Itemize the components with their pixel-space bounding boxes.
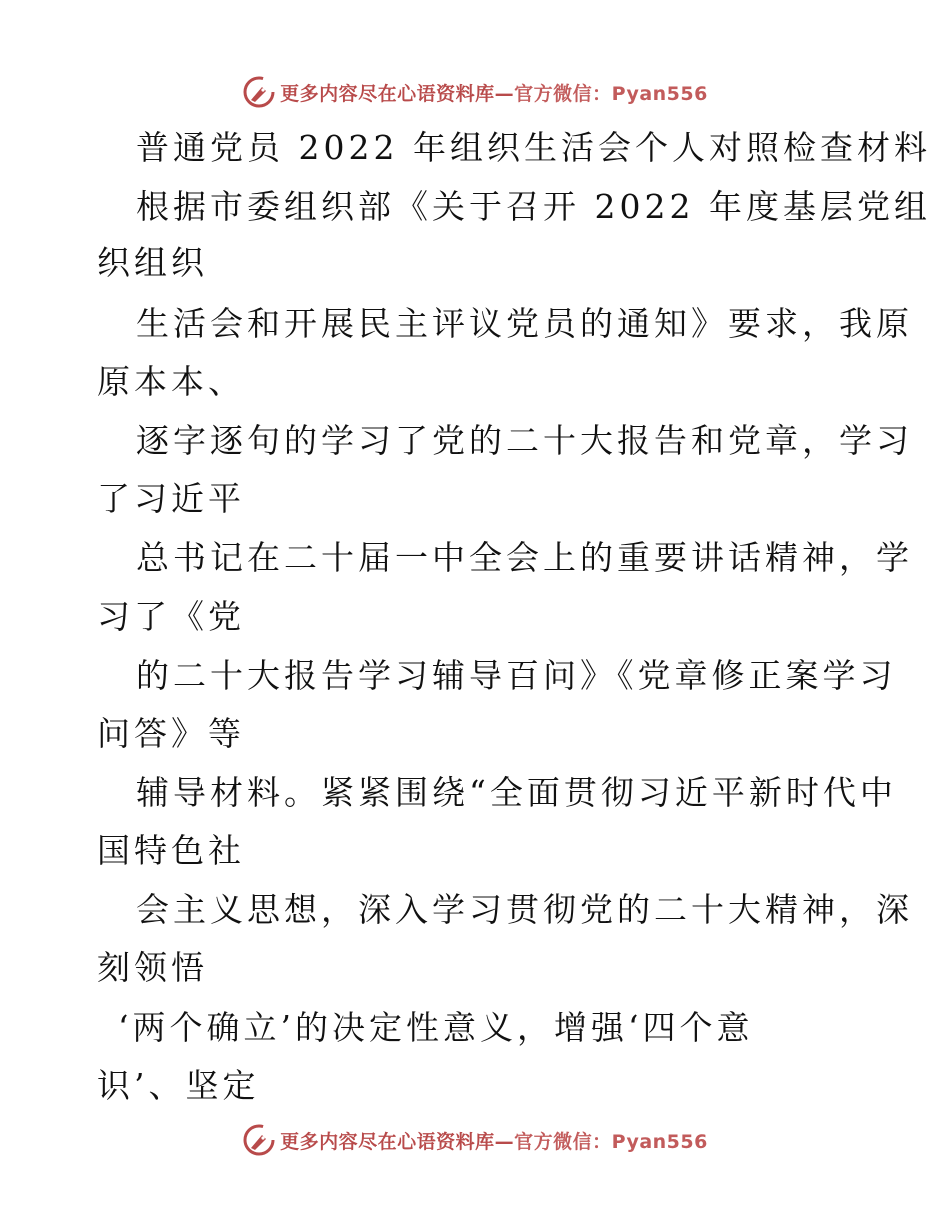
body-line: 识’、坚定: [97, 1066, 260, 1105]
pen-nib-logo-icon: [242, 1123, 276, 1157]
header-banner-text: [280, 79, 708, 106]
body-line: 了习近平: [97, 479, 245, 518]
header-dash: —: [494, 82, 515, 105]
body-line: ‘两个确立’的决定性意义，增强‘四个意: [118, 1008, 754, 1047]
body-line: 辅导材料。紧紧围绕“全面贯彻习近平新时代中: [136, 773, 897, 812]
document-title: 普通党员 2022 年组织生活会个人对照检查材料: [136, 128, 931, 167]
body-line: 根据市委组织部《关于召开 2022 年度基层党组: [136, 187, 931, 226]
body-line: 的二十大报告学习辅导百问》《党章修正案学习: [136, 656, 897, 695]
body-line: 问答》等: [97, 714, 245, 753]
body-line: 会主义思想，深入学习贯彻党的二十大精神，深: [136, 890, 913, 929]
header-wechat-text: 官方微信：Pyan556: [514, 82, 708, 105]
footer-wechat-text: 官方微信：Pyan556: [514, 1130, 708, 1153]
header-banner: [0, 72, 950, 112]
footer-site-text: 更多内容尽在心语资料库: [280, 1130, 495, 1153]
body-line: 织组织: [97, 243, 208, 282]
body-line: 原本本、: [97, 362, 245, 401]
pen-nib-logo-icon: [242, 75, 276, 109]
footer-banner-text: [280, 1127, 708, 1154]
body-line: 习了《党: [97, 597, 245, 636]
footer-dash: —: [494, 1130, 515, 1153]
body-line: 总书记在二十届一中全会上的重要讲话精神，学: [136, 538, 913, 577]
body-line: 国特色社: [97, 831, 245, 870]
footer-banner: [0, 1120, 950, 1160]
body-line: 逐字逐句的学习了党的二十大报告和党章，学习: [136, 421, 913, 460]
body-line: 刻领悟: [97, 948, 208, 987]
header-site-text: 更多内容尽在心语资料库: [280, 82, 495, 105]
body-line: 生活会和开展民主评议党员的通知》要求，我原: [136, 304, 913, 343]
